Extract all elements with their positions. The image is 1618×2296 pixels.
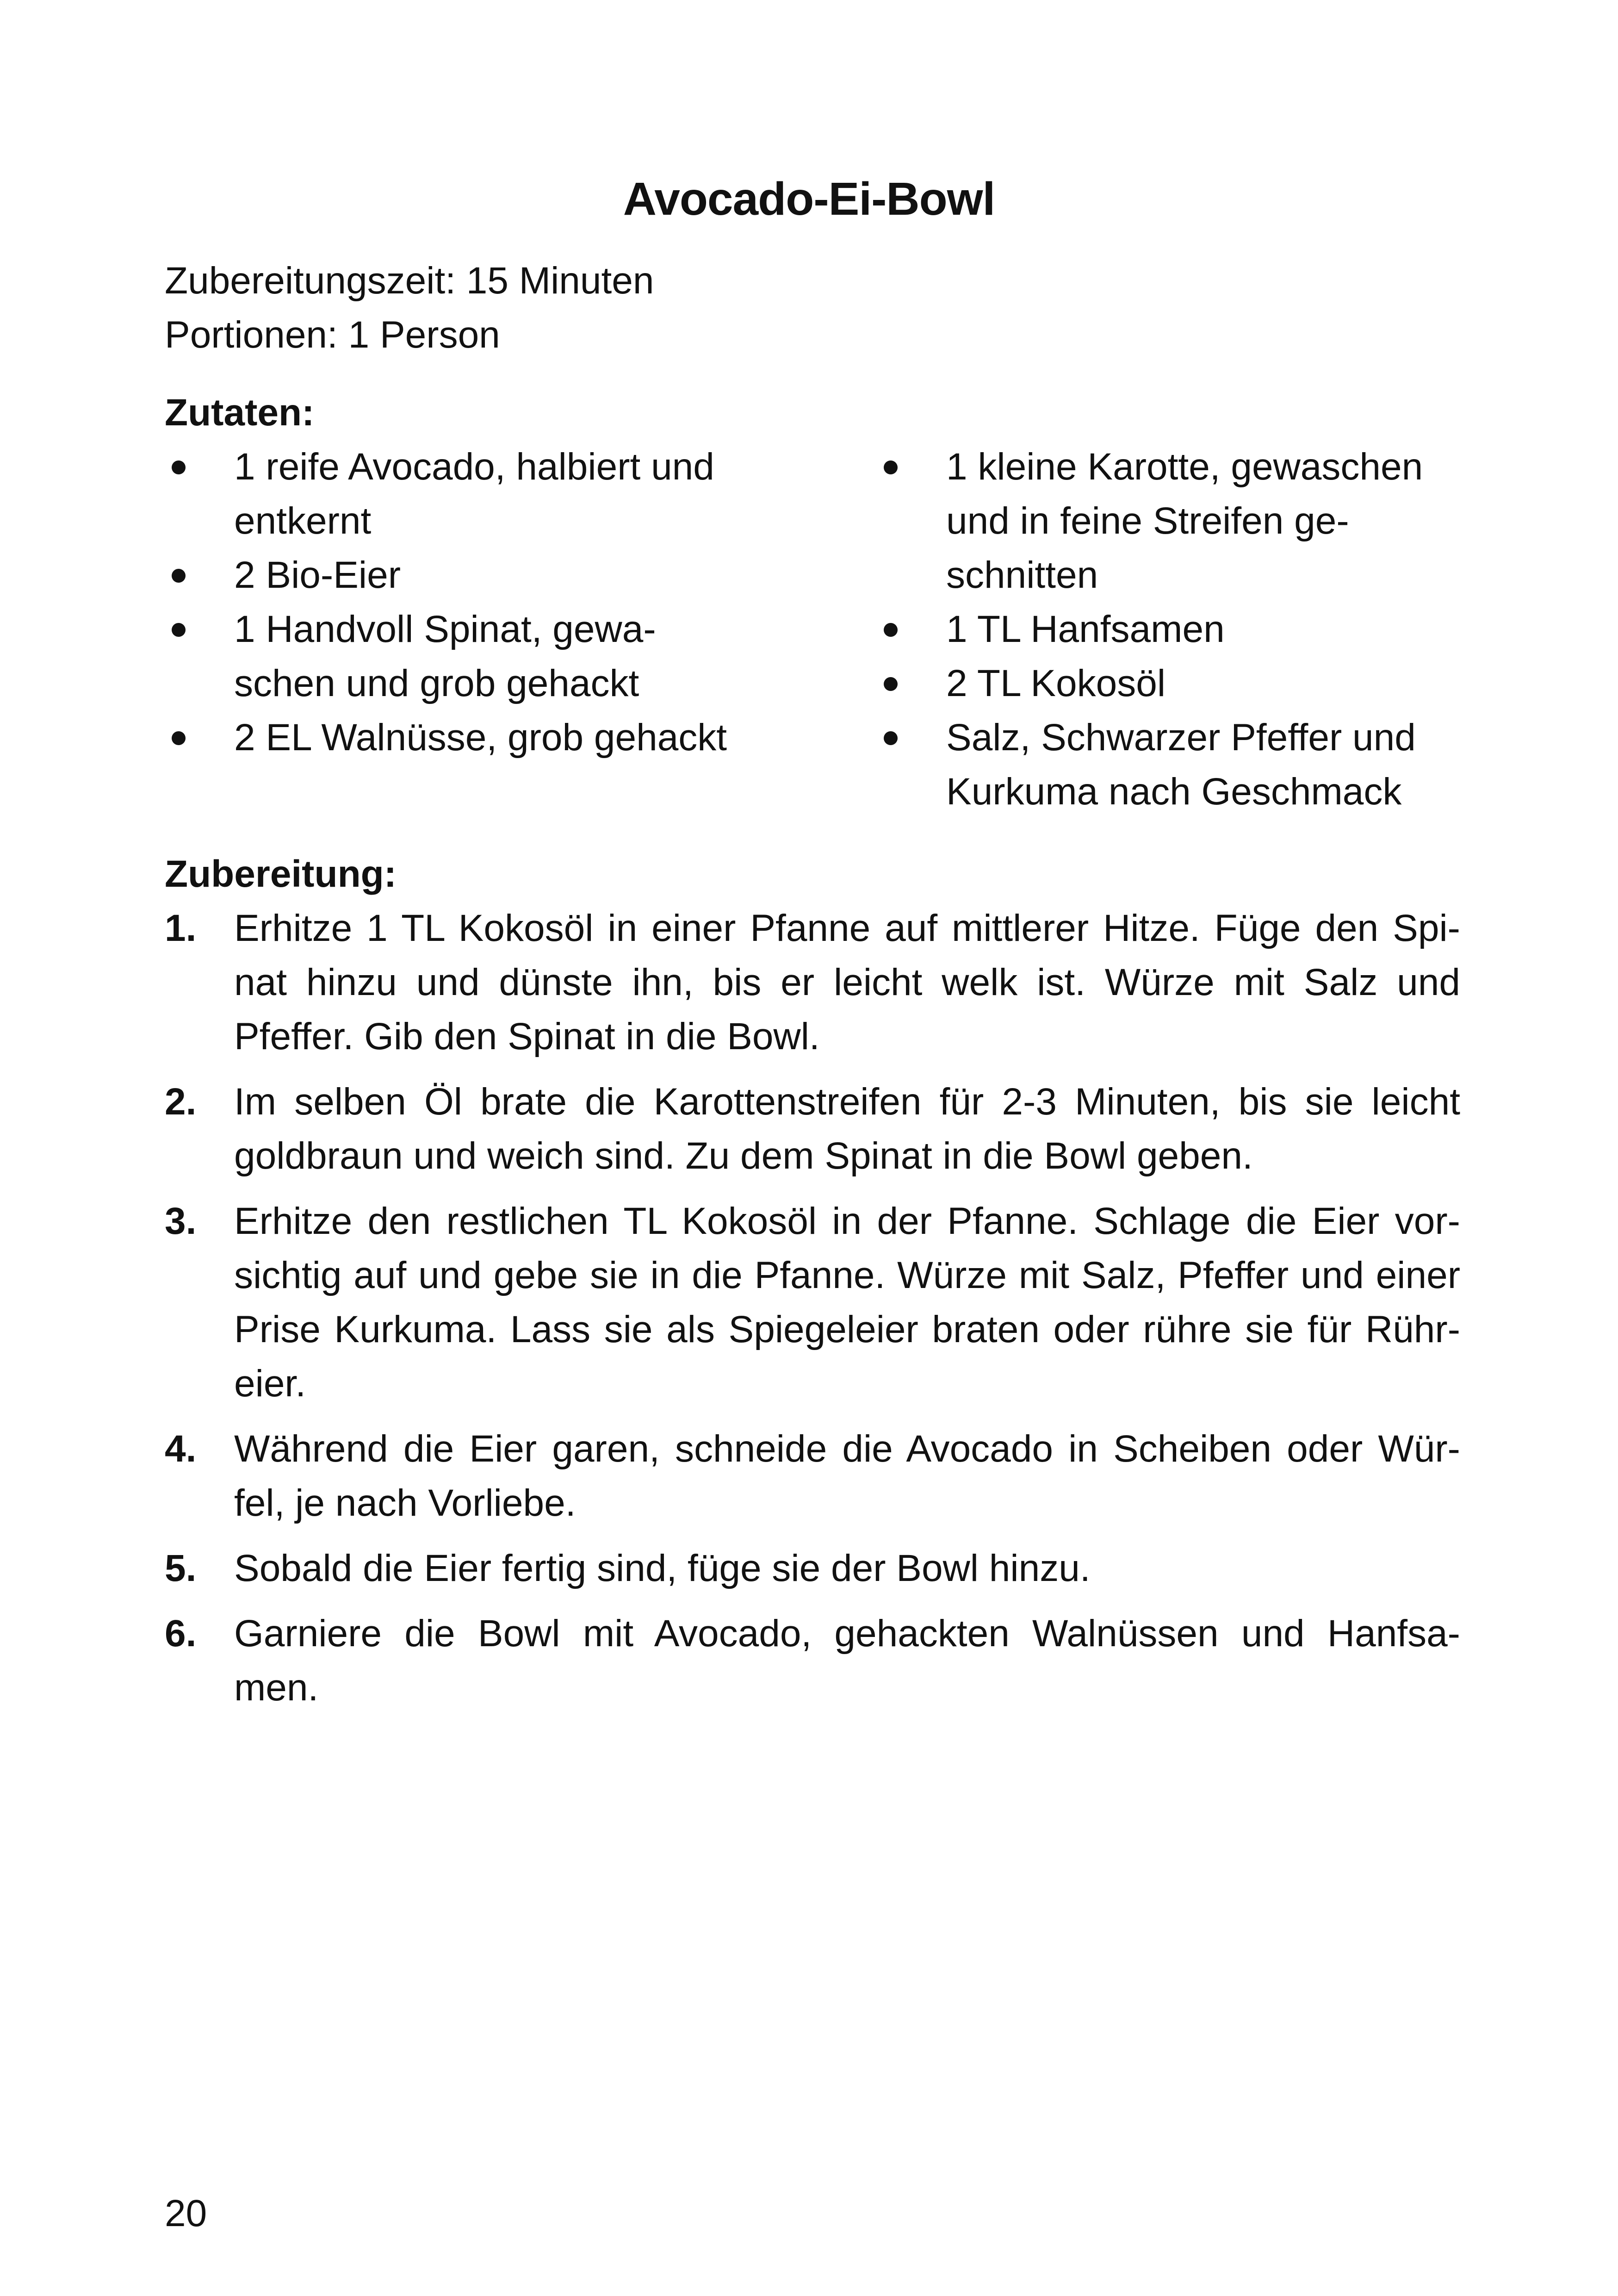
- preparation-heading: Zubereitung:: [165, 853, 397, 895]
- ingredient-text-line: 1 Handvoll Spinat, gewa-: [234, 608, 656, 650]
- bullet-icon: [877, 440, 905, 494]
- preparation-step: [165, 1606, 1460, 1715]
- ingredient-text-line: 2 TL Kokosöl: [946, 662, 1166, 704]
- step-number: 4.: [165, 1428, 197, 1470]
- bullet-icon: [165, 710, 192, 765]
- step-text-line: Im selben Öl brate die Karottenstreifen für 2-3 Minuten, bis sie leicht: [234, 1081, 1460, 1123]
- ingredient-item: [165, 710, 775, 765]
- step-text-line: Prise Kurkuma. Lass sie als Spiegeleier braten oder rühre sie für Rühr-: [234, 1308, 1460, 1350]
- preparation-steps: [165, 901, 1460, 1726]
- step-number: 5.: [165, 1547, 197, 1589]
- ingredient-text-line: schnitten: [946, 554, 1098, 596]
- step-text-line: Erhitze 1 TL Kokosöl in einer Pfanne auf mittlerer Hitze. Füge den Spi-: [234, 907, 1460, 949]
- step-number: 2.: [165, 1081, 197, 1123]
- recipe-meta: [165, 254, 654, 362]
- page-number: 20: [165, 2192, 207, 2234]
- ingredient-text-line: 1 kleine Karotte, gewaschen: [946, 446, 1423, 488]
- ingredient-item: [877, 710, 1478, 819]
- ingredient-text-line: 2 Bio-Eier: [234, 554, 401, 596]
- step-text-line: nat hinzu und dünste ihn, bis er leicht welk ist. Würze mit Salz und: [234, 961, 1460, 1003]
- servings: Portionen: 1 Person: [165, 314, 500, 356]
- preparation-step: [165, 1541, 1460, 1595]
- step-text-line: Garniere die Bowl mit Avocado, gehackten Walnüssen und Hanfsa-: [234, 1612, 1460, 1655]
- ingredients-right-column: [877, 440, 1478, 819]
- preparation-step: [165, 1194, 1460, 1411]
- ingredient-text-line: und in feine Streifen ge-: [946, 500, 1349, 542]
- bullet-icon: [877, 602, 905, 656]
- ingredients-heading: Zutaten:: [165, 392, 315, 434]
- step-text-line: eier.: [234, 1363, 306, 1405]
- bullet-icon: [165, 548, 192, 602]
- ingredient-text-line: 1 reife Avocado, halbiert und: [234, 446, 714, 488]
- preparation-step: [165, 901, 1460, 1064]
- step-text-line: Erhitze den restlichen TL Kokosöl in der Pfanne. Schlage die Eier vor-: [234, 1200, 1460, 1242]
- ingredient-text-line: schen und grob gehackt: [234, 662, 639, 704]
- ingredient-item: [877, 602, 1478, 656]
- step-text-line: Während die Eier garen, schneide die Avocado in Scheiben oder Wür-: [234, 1428, 1460, 1470]
- bullet-icon: [877, 710, 905, 765]
- ingredient-text-line: 2 EL Walnüsse, grob gehackt: [234, 716, 727, 759]
- step-text-line: Pfeffer. Gib den Spinat in die Bowl.: [234, 1015, 820, 1058]
- ingredient-item: [877, 656, 1478, 710]
- ingredient-text-line: entkernt: [234, 500, 372, 542]
- ingredient-text-line: Salz, Schwarzer Pfeffer und: [946, 716, 1416, 759]
- ingredient-item: [877, 440, 1478, 602]
- step-number: 6.: [165, 1612, 197, 1655]
- step-text-line: goldbraun und weich sind. Zu dem Spinat in die Bowl geben.: [234, 1135, 1253, 1177]
- page-title: Avocado-Ei-Bowl: [623, 173, 995, 225]
- ingredient-item: [165, 548, 775, 602]
- bullet-icon: [165, 602, 192, 656]
- step-number: 3.: [165, 1200, 197, 1242]
- step-text-line: Sobald die Eier fertig sind, füge sie der Bowl hinzu.: [234, 1547, 1091, 1589]
- ingredient-text-line: 1 TL Hanfsamen: [946, 608, 1225, 650]
- step-text-line: men.: [234, 1667, 319, 1709]
- ingredients-left-column: [165, 440, 775, 765]
- step-number: 1.: [165, 907, 197, 949]
- ingredient-text-line: Kurkuma nach Geschmack: [946, 771, 1402, 813]
- ingredient-item: [165, 440, 775, 548]
- step-text-line: fel, je nach Vorliebe.: [234, 1482, 576, 1524]
- preparation-step: [165, 1422, 1460, 1530]
- preparation-step: [165, 1075, 1460, 1183]
- bullet-icon: [165, 440, 192, 494]
- step-text-line: sichtig auf und gebe sie in die Pfanne. Würze mit Salz, Pfeffer und einer: [234, 1254, 1460, 1296]
- prep-time: Zubereitungszeit: 15 Minuten: [165, 260, 654, 302]
- ingredient-item: [165, 602, 775, 710]
- bullet-icon: [877, 656, 905, 710]
